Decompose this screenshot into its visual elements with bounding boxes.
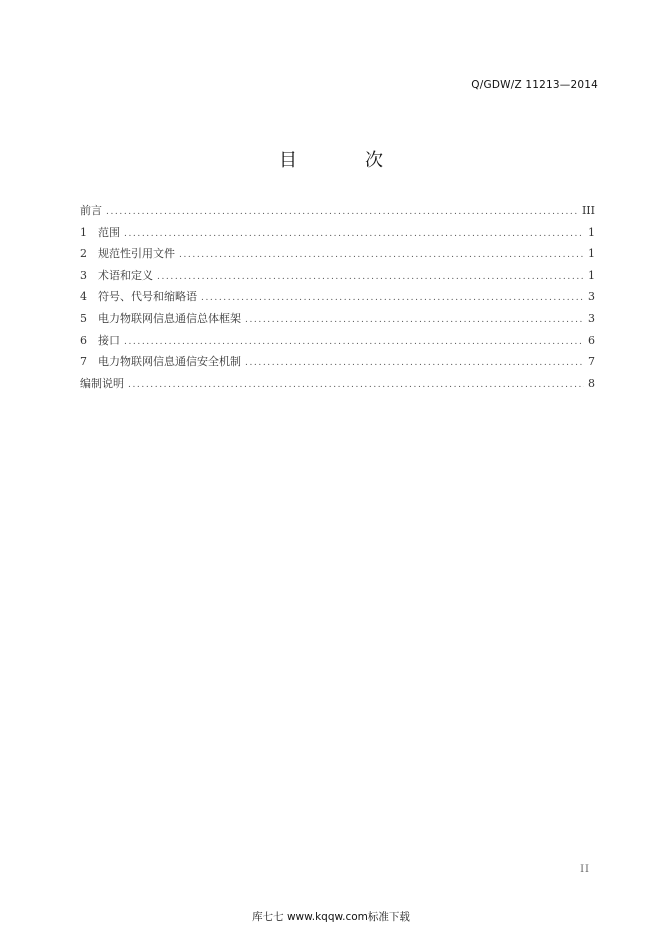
toc-entry-label: 电力物联网信息通信安全机制 [98,355,241,369]
toc-entry-page: 1 [588,225,595,239]
toc-entry-label: 电力物联网信息通信总体框架 [98,311,241,325]
toc-entry-page: 1 [588,268,595,282]
toc-entry-symbols-abbreviations[interactable] [80,286,595,308]
page-title: 目次 [279,150,451,171]
table-of-contents [80,200,595,394]
page-number: II [580,864,590,875]
toc-entry-number: 5 [80,311,87,325]
toc-entry-security-mechanism[interactable] [80,351,595,373]
toc-entry-normative-references[interactable] [80,243,595,265]
toc-entry-number: 2 [80,247,87,261]
toc-entry-label: 前言 [80,204,102,217]
footer-watermark: 库七七 www.kqqw.com标准下载 [252,911,410,923]
toc-leader-dots [201,288,584,310]
document-id: Q/GDW/Z 11213—2014 [471,79,598,91]
toc-entry-page: 3 [588,311,595,325]
toc-entry-page: III [581,204,595,217]
toc-entry-page: 8 [588,376,595,390]
toc-entry-preface[interactable] [80,200,595,222]
toc-entry-label: 接口 [98,333,120,347]
toc-entry-compilation-notes[interactable] [80,373,595,395]
toc-entry-page: 7 [588,355,595,369]
toc-leader-dots [245,353,584,375]
toc-entry-scope[interactable] [80,222,595,244]
toc-entry-label: 编制说明 [80,376,124,390]
toc-entry-label: 符号、代号和缩略语 [98,290,197,304]
toc-entry-framework[interactable] [80,308,595,330]
toc-entry-page: 3 [588,290,595,304]
toc-leader-dots [106,202,579,224]
toc-entry-page: 1 [588,247,595,261]
toc-entry-number: 6 [80,333,87,347]
toc-entry-number: 7 [80,355,87,369]
toc-leader-dots [128,375,584,397]
toc-leader-dots [157,267,584,289]
toc-entry-number: 1 [80,225,87,239]
toc-entry-number: 3 [80,268,87,282]
toc-leader-dots [124,224,584,246]
toc-entry-terms-definitions[interactable] [80,265,595,287]
toc-leader-dots [179,245,584,267]
toc-entry-label: 术语和定义 [98,268,153,282]
toc-entry-page: 6 [588,333,595,347]
toc-entry-label: 范围 [98,225,120,239]
toc-leader-dots [245,310,584,332]
toc-entry-interface[interactable] [80,330,595,352]
toc-entry-number: 4 [80,290,87,304]
toc-leader-dots [124,332,584,354]
toc-entry-label: 规范性引用文件 [98,247,175,261]
